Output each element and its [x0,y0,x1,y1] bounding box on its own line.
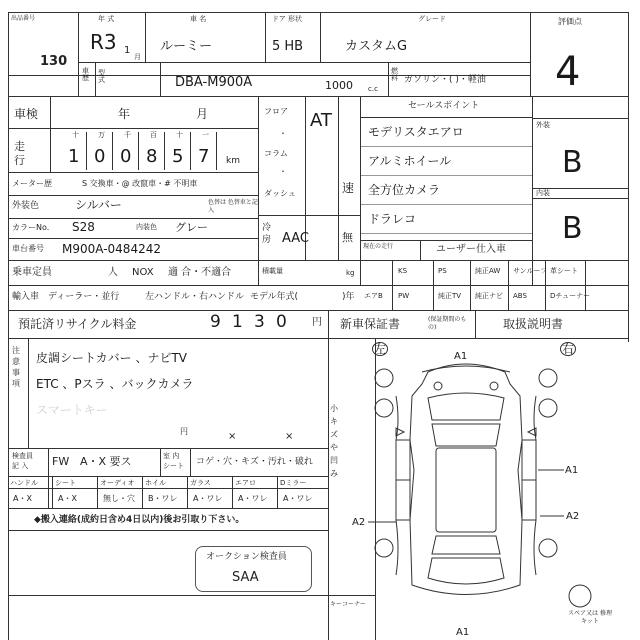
notes-side-label: 注意事項 [12,346,20,388]
check-head: エアロ [235,479,256,487]
model-year-unit: )年 [342,292,355,302]
digit-head: 十 [72,131,79,139]
recycle-digit: 1 [232,312,243,332]
interior-label: 内装色 [136,223,157,231]
load-label: 積載量 [262,267,283,275]
notes-line-2: ETC 、Pスラ 、バックカメラ [36,377,194,391]
sales-point-item: 全方位カメラ [368,183,441,197]
recycle-digit: 0 [276,312,287,332]
check-value: A・X [13,494,32,503]
check-value: A・ワレ [193,494,223,503]
check-head: オーディオ [100,479,135,487]
load-unit: kg [346,269,355,277]
equip-item: 純正ナビ [475,292,503,300]
equip-item: エアB [364,292,383,300]
name-label: 車 名 [190,15,207,23]
check-head: Dミラー [280,479,307,487]
interior-grade-label: 内装 [536,189,550,197]
color-no-label: カラーNo. [12,223,50,232]
equip-item: Dチューナー [550,292,591,300]
stamp-main: SAA [232,570,259,585]
recycle-digit: 3 [254,312,265,332]
nox-label: NOX [132,267,154,278]
inspector-stamp [195,546,312,592]
check-value: B・ワレ [148,494,178,503]
cross-2: × [285,431,294,442]
exterior-label: 外装 [536,121,550,129]
check-head: ホイル [145,479,166,487]
mileage-digit: 5 [172,146,184,167]
stamp-top: オークション検査員 [206,552,287,562]
equip-item: サンルーフ [513,267,548,275]
chassis-label: 車台番号 [12,244,44,253]
owner-label: 現在の走行 [363,243,394,250]
a1-bottom: A1 [456,627,470,638]
equip-item: PW [398,292,410,300]
color-value: シルバー [75,198,122,212]
notes-line-3: スマートキー [36,403,108,417]
floor-label: フロア [264,107,288,116]
warranty-label: 新車保証書 [340,317,401,331]
ac-label: 冷房 [262,223,272,245]
marks-label: A・X 要ス [80,455,132,468]
meter-label: メーター歴 [12,179,52,188]
sales-point-item: ドラレコ [368,212,417,226]
check-value: A・ワレ [283,494,313,503]
color-change-note: 色替は 色替車と記入 [208,199,258,214]
equip-item: 純正AW [475,267,501,275]
import-value: ディーラー・並行 [48,292,120,302]
seating-unit: 人 [108,267,118,278]
warranty-note: (保証期間のもの) [428,316,467,331]
spare-note: スペア又は 修理キット [568,610,612,625]
mileage-digit: 0 [120,146,132,167]
equip-item: PS [438,267,447,275]
digit-head: 一 [202,131,209,139]
pickup-notice: ◆搬入連絡(成約日含め4日以内)後お引取り下さい。 [34,515,245,525]
check-head: ハンドル [10,479,38,487]
fuel-value: ガソリン・( )・軽油 [404,75,486,85]
chassis-value: M900A-0484242 [62,242,161,256]
dash-label: ダッシュ [264,189,296,198]
equip-item: 革シート [550,267,578,275]
at-value: AT [310,110,332,131]
history-label: 車歴 [82,67,89,82]
shaken-month: 月 [196,107,209,121]
year-value: R3 [90,30,117,54]
recycle-label: 預託済リサイクル料金 [18,317,137,331]
meter-options: S 交換車・@ 改竄車・# 不明車 [82,179,198,188]
fw-label: FW [52,455,70,468]
equip-item: KS [398,267,408,275]
digit-head: 十 [176,131,183,139]
lot-label: 出品番号 [11,15,36,22]
dot-2: ・ [279,167,287,176]
manual-label: 取扱説明書 [503,317,564,331]
notes-line-1: 皮調シートカバー 、ナビTV [36,351,187,365]
model-value: DBA-M900A [175,75,253,90]
check-value: 無し・穴 [103,494,135,503]
shaken-year: 年 [118,107,131,121]
dot-1: ・ [279,129,287,138]
import-label: 輸入車 [12,292,40,302]
equip-item: 純正TV [438,292,462,300]
vertical-note: 小キズや凹み [330,404,338,478]
sales-point-item: アルミホイール [368,154,452,168]
a2-right: A2 [566,511,580,522]
seating-label: 乗車定員 [12,267,52,278]
km-unit: km [226,156,240,166]
digit-head: 万 [98,131,105,139]
mileage-digit: 1 [68,146,80,167]
left-marker: 左 [374,342,387,356]
model-label: 型式 [98,69,105,84]
a1-right: A1 [565,465,579,476]
nox-value: 適 合・不適合 [168,267,232,278]
equip-item: ABS [513,292,527,300]
ac-none: 無 [342,231,353,244]
column-label: コラム [264,149,288,158]
door-value: 5 HB [272,39,304,54]
right-marker: 右 [562,342,575,356]
mileage-digit: 0 [94,146,106,167]
score-label: 評価点 [558,17,582,26]
year-label: 年 式 [98,15,115,23]
check-head: ガラス [190,479,211,487]
room-value: コゲ・穴・キズ・汚れ・破れ [196,457,313,467]
interior-value: グレー [175,221,208,234]
handle-value: 左ハンドル・右ハンドル [145,292,245,302]
fuel-label: 燃料 [391,67,398,82]
car-name: ルーミー [160,39,213,54]
recycle-unit: 円 [312,317,322,328]
ac-value: AAC [282,231,309,246]
check-head: シート [55,479,76,487]
digit-head: 百 [150,131,157,139]
a1-top: A1 [454,351,468,362]
mileage-digit: 8 [146,146,158,167]
room-label: 室 内 シート [163,452,184,470]
yen-note: 円 [180,427,188,436]
grade-label: グレード [418,15,446,23]
cross-1: × [228,431,237,442]
exterior-grade: B [562,145,583,180]
a2-left: A2 [352,517,366,528]
color-no-value: S28 [72,220,95,234]
color-label: 外装色 [12,201,40,211]
key-corner: キーコーナー [330,601,367,608]
sales-title: セールスポイント [408,101,480,111]
lot-number: 130 [40,54,68,69]
grade-value: カスタムG [345,39,408,54]
score-value: 4 [555,49,581,95]
check-value: A・ワレ [238,494,268,503]
cc-unit: c.c [368,85,378,93]
check-label: 検査員 記 入 [12,452,33,470]
owner-value: ユーザー仕入車 [436,244,506,255]
mileage-label: 走行 [14,140,25,167]
recycle-digit: 9 [210,312,221,332]
cc-value: 1000 [325,79,353,92]
mileage-digit: 7 [198,146,210,167]
digit-head: 千 [124,131,131,139]
sales-point-item: モデリスタエアロ [368,125,464,139]
speed-label: 速 [342,181,355,195]
check-value: A・X [58,494,77,503]
month-value: 1 [124,45,131,56]
interior-grade: B [562,211,583,246]
month-unit: 月 [134,53,141,61]
model-year-label: モデル年式( [250,292,299,302]
door-label: ドア 形状 [272,15,303,23]
shaken-label: 車検 [14,107,39,121]
